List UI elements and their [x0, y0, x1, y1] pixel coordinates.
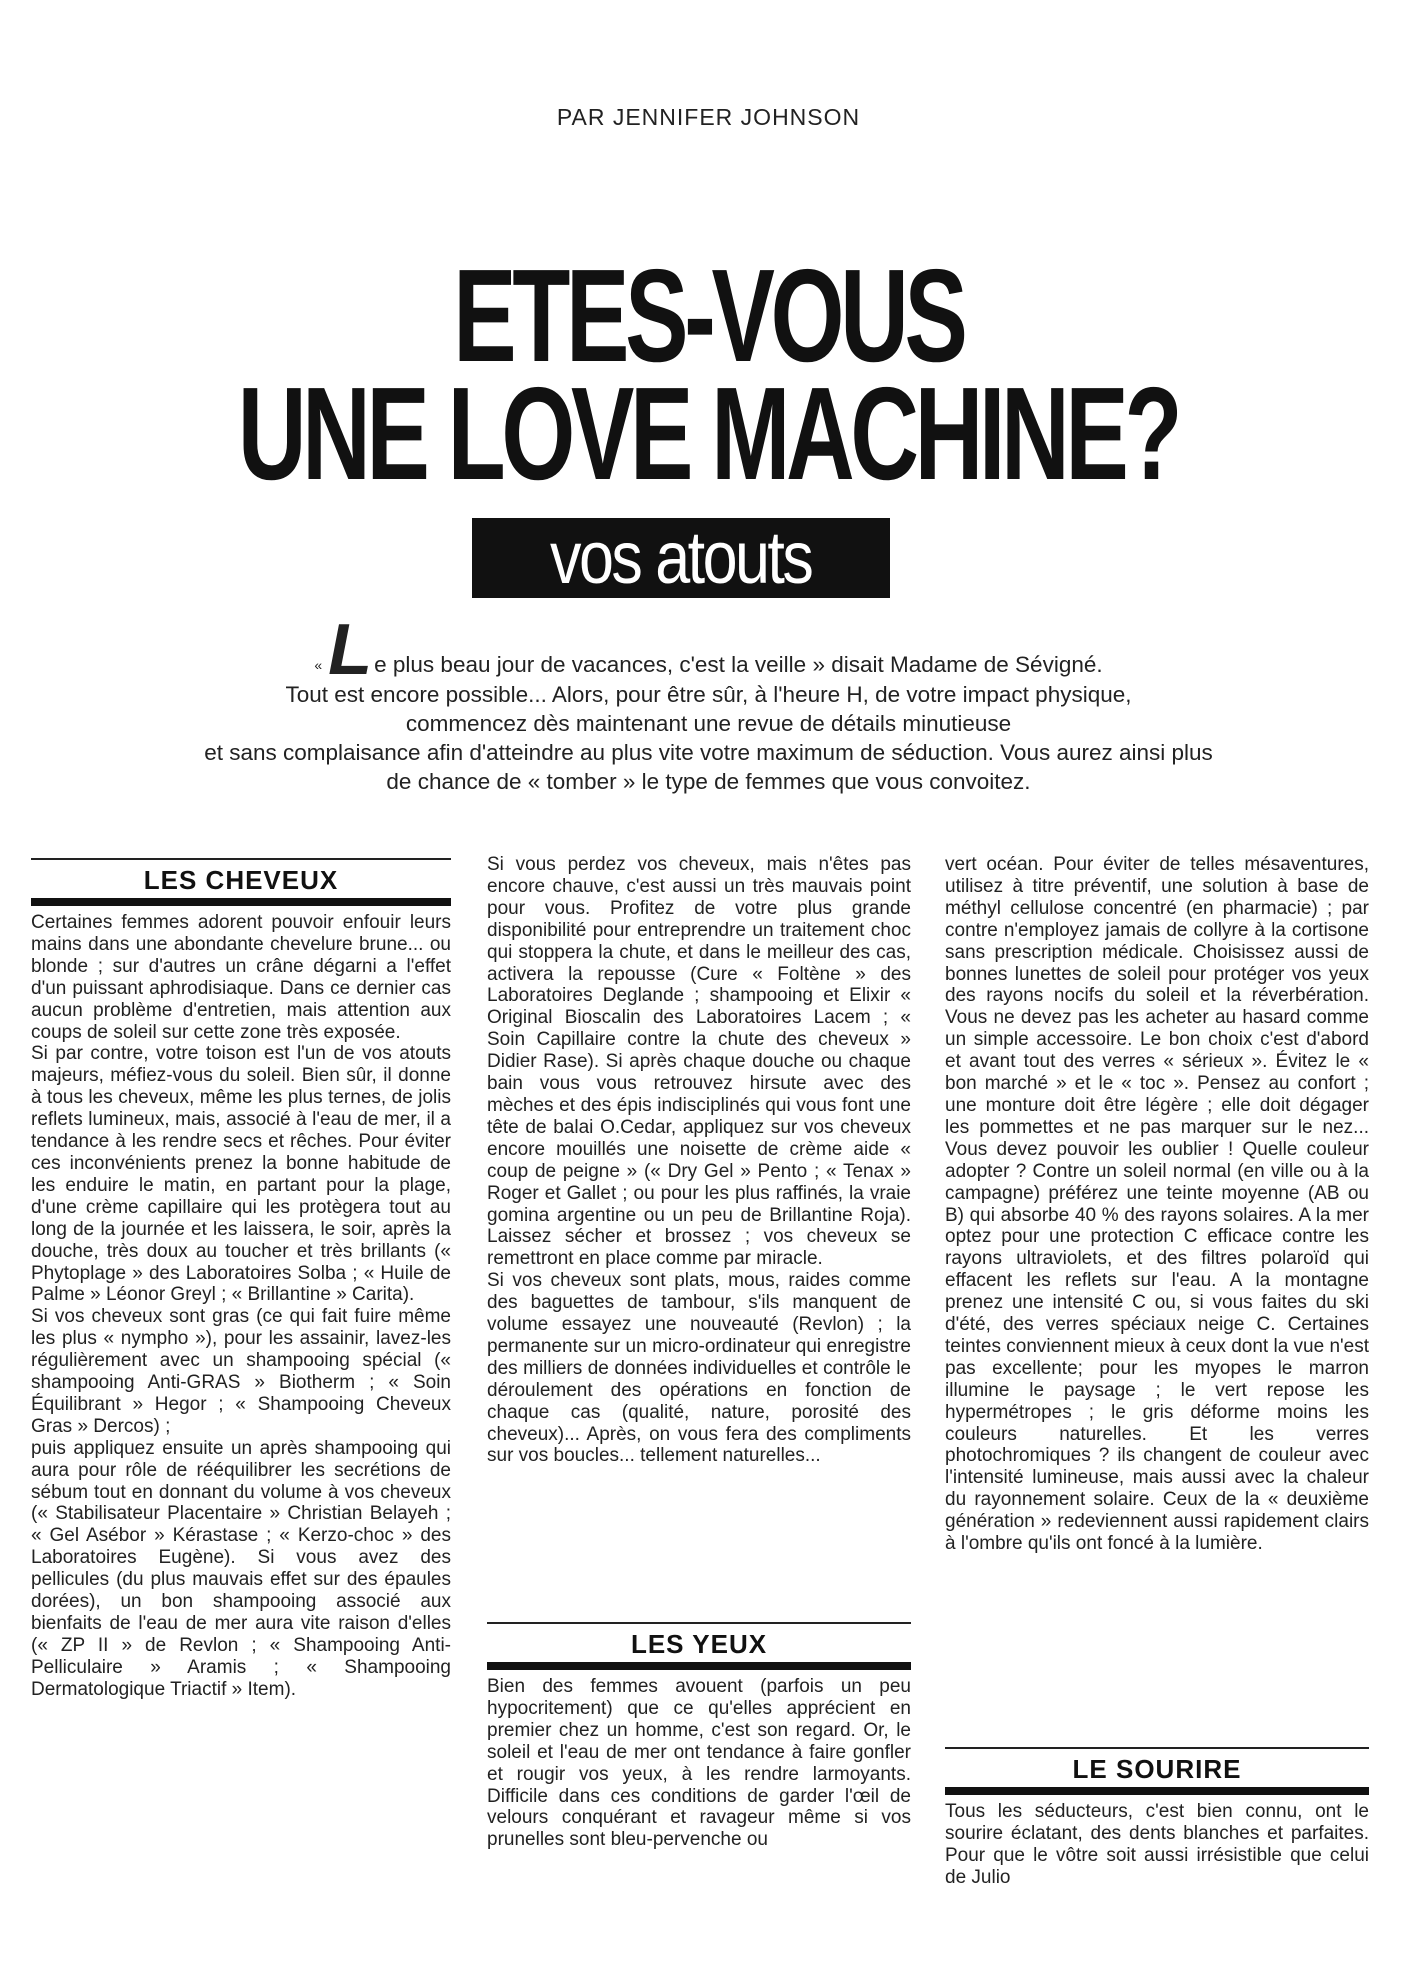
- section-yeux: [487, 1622, 911, 1851]
- intro-line: Tout est encore possible... Alors, pour être sûr, à l'heure H, de votre impact physique,: [285, 682, 1132, 707]
- column-1: [31, 858, 451, 1701]
- headline-line-2: [0, 360, 1417, 507]
- intro-text: e plus beau jour de vacances, c'est la veille » disait Madame de Sévigné.: [374, 652, 1103, 677]
- paragraph: Tous les séducteurs, c'est bien connu, ont le sourire éclatant, des dents blanches et parfaites. Pour que le vôtre soit aussi irrésistible que celui de Julio: [945, 1801, 1369, 1888]
- column-3: [945, 854, 1369, 1555]
- paragraph: Si vos cheveux sont gras (ce qui fait fuire même les plus « nympho »), pour les assainir, lavez-les régulièrement avec un shampooing spécial (« shampooing Anti-GRAS » Biotherm ; « Soin Équilibrant » Hegor ; « Shampooing Cheveux Gras » Dercos) ;: [31, 1306, 451, 1437]
- headline-text: UNE LOVE MACHINE?: [238, 360, 1179, 507]
- paragraph: Si vous perdez vos cheveux, mais n'êtes pas encore chauve, c'est aussi un très mauvais point pour vous. Profitez de votre plus grande disponibilité pour entreprendre un traitement choc qui stoppera la chute, et dans le meilleur des cas, activera la repousse (Cure « Foltène » des Laboratoires Deglande ; shampooing et Elixir « Original Bioscalin des Laboratoires Lacem ; « Soin Capillaire contre la chute des cheveux » Didier Rase). Si après chaque douche ou chaque bain vous vous retrouvez hirsute avec des mèches et des épis indisciplinés qui vous font une tête de balai O.Cedar, appliquez sur vos cheveux encore mouillés une noisette de crème aide « coup de peigne » (« Dry Gel » Pento ; « Tenax » Roger et Gallet ; ou pour les plus raffinés, la vraie gomina argentine ou un peu de Brillantine Roja). Laissez sécher et brossez ; vos cheveux se remettront en place comme par miracle.: [487, 854, 911, 1270]
- intro-line: commencez dès maintenant une revue de détails minutieuse: [405, 711, 1012, 736]
- paragraph: Si par contre, votre toison est l'un de vos atouts majeurs, méfiez-vous du soleil. Bien sûr, il donne à tous les cheveux, même les plus ternes, de jolis reflets lumineux, mais, associé à l'eau de mer, il a tendance à les rendre secs et rêches. Pour éviter ces inconvénients prenez la bonne habitude de les enduire le matin, en partant pour la plage, d'une crème capillaire qui les protègera tout au long de la journée et les laissera, le soir, après la douche, très doux au toucher et très brillants (« Phytoplage » des Laboratoires Solba ; « Huile de Palme » Léonor Greyl ; « Brillantine » Carita).: [31, 1043, 451, 1306]
- subtitle-box: [472, 518, 890, 598]
- section-heading-cheveux: LES CHEVEUX: [143, 865, 339, 895]
- paragraph: vert océan. Pour éviter de telles mésaventures, utilisez à titre préventif, une solution à base de méthyl cellulose concentré (en pharmacie) ; par contre n'employez jamais de collyre à la cortisone sans prescription médicale. Choisissez aussi de bonnes lunettes de soleil pour protéger vos yeux des rayons nocifs du soleil et la réverbération. Vous ne devez pas les acheter au hasard comme un simple accessoire. Le bon choix c'est d'abord et avant tout des verres « sérieux ». Évitez le « bon marché » et le « toc ». Pensez au confort ; une monture doit être légère ; elle doit dégager les pommettes et ne pas marquer sur le nez... Vous devez pouvoir les oublier ! Quelle couleur adopter ? Contre un soleil normal (en ville ou à la campagne) préférez une teinte moyenne (AB ou B) qui absorbe 40 % des rayons solaires. A la mer optez pour une protection C efficace contre les rayons ultraviolets, et des filtres polaroïd qui effacent les reflets sur l'eau. A la montagne prenez une intensité C ou, si vous faites du ski d'été, des verres spéciaux neige C. Certaines teintes conviennent mieux à ceux dont la vue n'est pas excellente; pour les myopes le marron illumine le paysage ; le vert repose les hypermétropes ; le gris déforme moins les couleurs naturelles. Et les verres photochromiques ? ils changent de couleur avec l'intensité lumineuse, mais aussi avec la chaleur du rayonnement solaire. Ceux de la « deuxième génération » redeviennent aussi rapidement clairs à l'ombre qu'ils ont foncé à la lumière.: [945, 854, 1370, 1555]
- paragraph: puis appliquez ensuite un après shampooing qui aura pour rôle de rééquilibrer les secrétions de sébum tout en donnant du volume à vos cheveux (« Stabilisateur Placentaire » Christian Belayeh ; « Gel Asébor » Kérastase ; « Kerzo-choc » des Laboratoires Eugène). Si vous avez des pellicules (du plus mauvais effet sur des épaules dorées), un bon shampooing associé aux bienfaits de l'eau de mer aura vite raison d'elles (« ZP II » de Revlon ; « Shampooing Anti-Pelliculaire » Aramis ; « Shampooing Dermatologique Triactif » Item).: [31, 1437, 451, 1700]
- byline: PAR JENNIFER JOHNSON: [556, 104, 861, 130]
- paragraph: Bien des femmes avouent (parfois un peu hypocritement) que ce qu'elles apprécient en premier chez un homme, c'est son regard. Or, le soleil et l'eau de mer ont tendance à faire gonfler et rougir vos yeux, à les rendre larmoyants. Difficile dans ces conditions de garder l'œil de velours conquérant et ravageur même si vos prunelles sont bleu-pervenche ou: [487, 1676, 911, 1851]
- paragraph: Si vos cheveux sont plats, mous, raides comme des baguettes de tambour, s'ils manquent de volume essayez une nouveauté (Revlon) ; la permanente sur un micro-ordinateur qui enregistre des milliers de données individuelles et contrôle le déroulement des opérations en fonction de chaque cas (qualité, nature, porosité des cheveux)... Après, on vous fera des compliments sur vos boucles... tellement naturelles...: [487, 1270, 911, 1467]
- column-2: [487, 854, 911, 1467]
- section-heading-sourire: LE SOURIRE: [1072, 1754, 1242, 1784]
- divider: [945, 1787, 1369, 1795]
- headline-text: ETES-VOUS: [453, 242, 964, 389]
- intro-line: [60, 610, 1357, 690]
- divider: [487, 1662, 911, 1670]
- subtitle: vos atouts: [550, 516, 812, 599]
- intro-line: de chance de « tomber » le type de femmes que vous convoitez.: [386, 769, 1031, 794]
- drop-cap: L: [328, 610, 373, 690]
- intro-paragraph: [60, 610, 1357, 796]
- paragraph: Certaines femmes adorent pouvoir enfouir leurs mains dans une abondante chevelure brune... ou blonde ; sur d'autres un crâne dégarni a l'effet d'un puissant aphrodisiaque. Dans ce dernier cas aucun problème d'entretien, mais attention aux coups de soleil sur cette zone très exposée.: [31, 912, 451, 1043]
- open-quote: «: [314, 657, 323, 673]
- divider: [31, 898, 451, 906]
- intro-line: et sans complaisance afin d'atteindre au plus vite votre maximum de séduction. Vous aurez ainsi plus: [204, 740, 1213, 765]
- section-heading-yeux: LES YEUX: [630, 1629, 768, 1659]
- section-sourire: [945, 1747, 1369, 1889]
